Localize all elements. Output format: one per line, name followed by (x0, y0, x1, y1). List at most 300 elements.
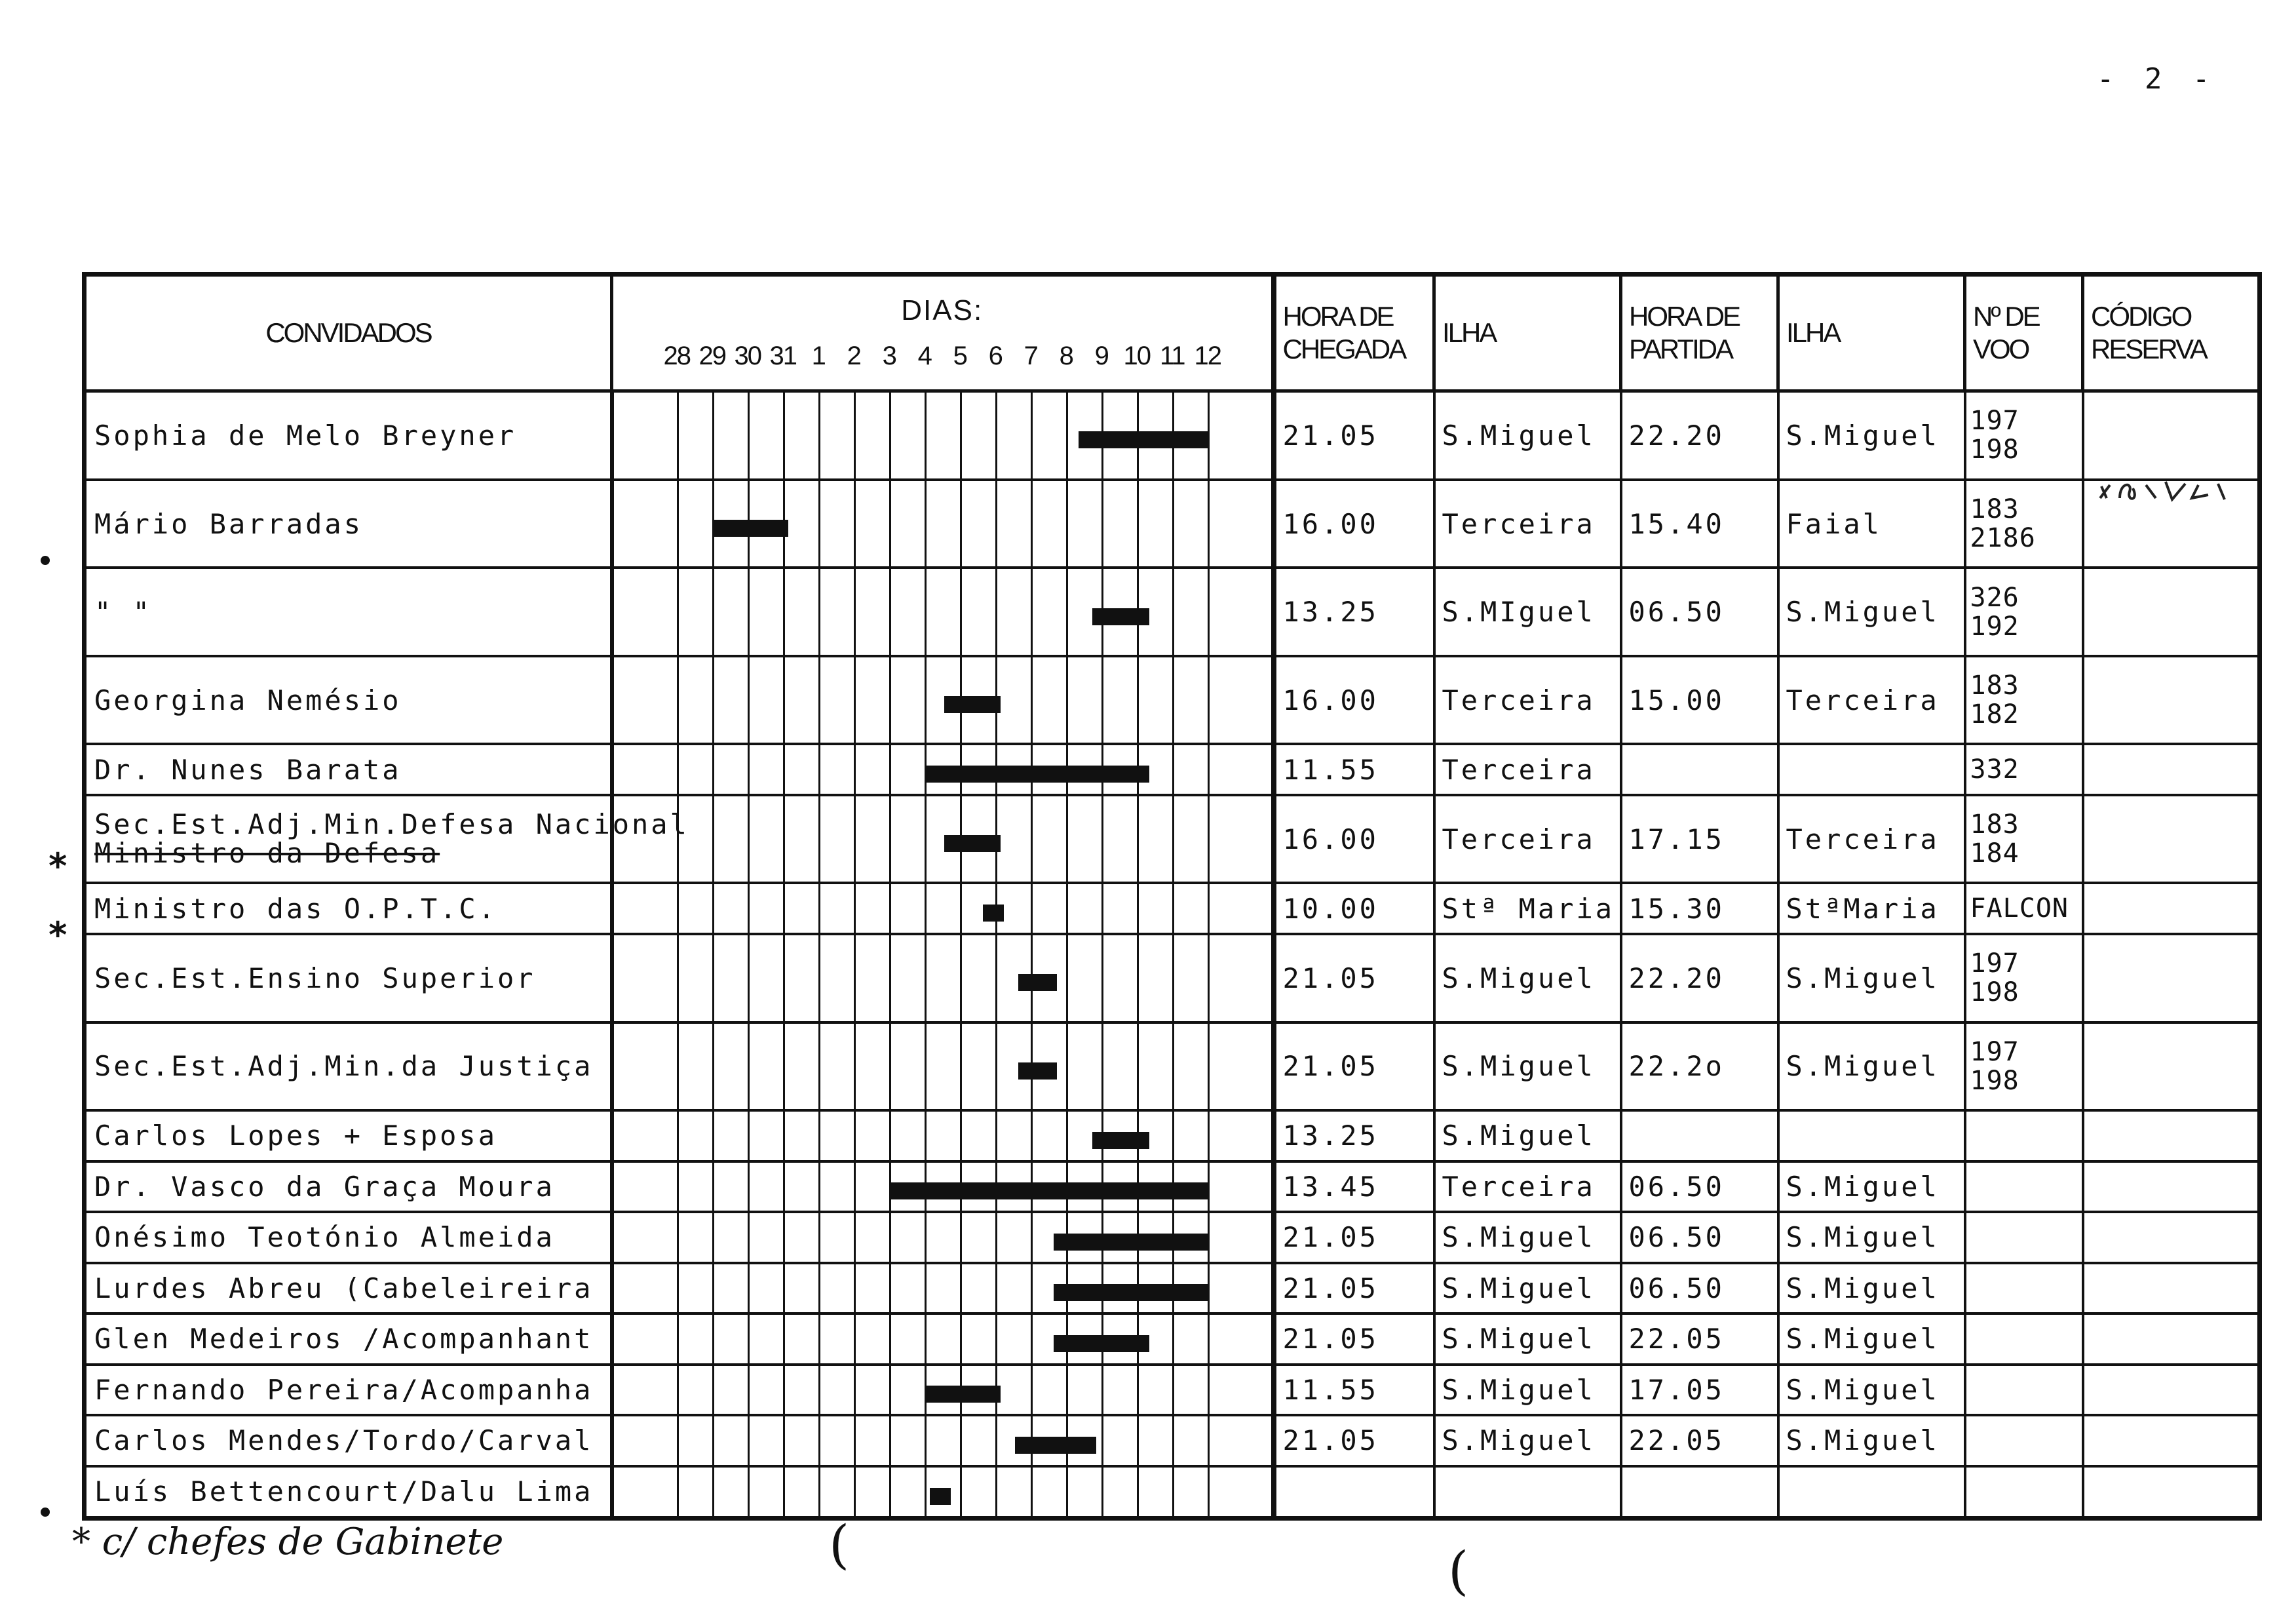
arrival-island: S.Miguel (1434, 1212, 1621, 1263)
col-header-days (612, 275, 1274, 391)
day-gridline (750, 1213, 785, 1262)
day-gridline (997, 1213, 1033, 1262)
day-gridline (1174, 1416, 1210, 1465)
departure-island: S.Miguel (1778, 1313, 1965, 1365)
day-gridline (891, 657, 927, 743)
day-gridline (785, 1163, 820, 1211)
day-gridline (891, 1112, 927, 1160)
day-gridline (714, 745, 750, 794)
flight-number: 183 (1970, 494, 2019, 525)
day-gridline (856, 393, 891, 478)
day-gridline (820, 481, 856, 567)
arrival-time (1274, 1466, 1434, 1519)
departure-time (1621, 1110, 1778, 1161)
day-gridline (1103, 481, 1139, 567)
guest-name-cell (85, 391, 612, 480)
arrival-time: 16.00 (1274, 795, 1434, 884)
stay-bar (944, 696, 1001, 713)
days-grid-cell (612, 744, 1274, 795)
day-gridline (1033, 1366, 1068, 1414)
stay-bar (1018, 1062, 1057, 1080)
day-gridline (927, 935, 962, 1021)
day-gridline (891, 569, 927, 655)
day-gridline (1139, 1416, 1174, 1465)
day-gridline (1174, 745, 1210, 794)
day-gridline (750, 1163, 785, 1211)
flight-number-cell (1965, 568, 2083, 656)
flight-number: 332 (1970, 754, 2019, 785)
day-gridline (1174, 481, 1210, 567)
day-gridline (643, 1264, 679, 1313)
departure-time (1621, 744, 1778, 795)
guest-name: Sec.Est.Adj.Min.Defesa Nacional (94, 808, 689, 841)
arrival-time: 13.25 (1274, 1110, 1434, 1161)
day-gridline (1139, 657, 1174, 743)
day-gridline (679, 1416, 714, 1465)
arrival-time: 21.05 (1274, 391, 1434, 480)
day-gridline (891, 481, 927, 567)
day-gridline (856, 796, 891, 882)
flight-number: 2186 (1970, 523, 2036, 554)
col-header-flight-no (1965, 275, 2083, 391)
booking-code (2083, 568, 2260, 656)
day-gridline (785, 796, 820, 882)
days-grid-cell (612, 1110, 1274, 1161)
day-gridline (1139, 935, 1174, 1021)
arrival-island: S.Miguel (1434, 934, 1621, 1022)
day-gridline (820, 935, 856, 1021)
booking-code (2083, 795, 2260, 884)
day-label: 5 (953, 341, 966, 370)
day-gridline (750, 1315, 785, 1363)
day-gridline (1174, 569, 1210, 655)
day-gridline (962, 1416, 997, 1465)
day-gridline (962, 935, 997, 1021)
day-gridline (997, 1315, 1033, 1363)
departure-time: 06.50 (1621, 1263, 1778, 1314)
day-gridline (891, 1213, 927, 1262)
day-gridline (679, 884, 714, 933)
day-gridline (962, 1264, 997, 1313)
col-header-island-arrival: ILHA (1434, 275, 1621, 391)
flight-number: 197 (1970, 406, 2019, 437)
stay-bar (927, 766, 1149, 783)
day-gridline (679, 569, 714, 655)
guest-name-cell (85, 1161, 612, 1213)
arrival-time: 13.25 (1274, 568, 1434, 656)
day-label: 6 (988, 341, 1002, 370)
booking-code (2083, 883, 2260, 934)
days-grid-cell (612, 1022, 1274, 1111)
table-row (85, 1161, 2260, 1213)
day-gridline (891, 935, 927, 1021)
day-gridline (643, 884, 679, 933)
flight-no-line-1: Nº DE (1973, 301, 2039, 332)
arrival-island: S.Miguel (1434, 1365, 1621, 1416)
day-gridline (927, 1112, 962, 1160)
col-header-arrival-time (1274, 275, 1434, 391)
day-gridline (820, 569, 856, 655)
booking-code-line-1: CÓDIGO (2091, 301, 2191, 332)
guest-name: Luís Bettencourt/Dalu Lima (94, 1475, 594, 1508)
day-gridline (679, 935, 714, 1021)
guest-name: Georgina Nemésio (94, 684, 402, 716)
departure-time-line-2: PARTIDA (1629, 334, 1732, 364)
days-grid-cell (612, 656, 1274, 745)
arrival-time: 11.55 (1274, 744, 1434, 795)
day-label: 10 (1123, 341, 1150, 370)
day-gridline (643, 1468, 679, 1516)
day-gridline (785, 1416, 820, 1465)
day-label: 31 (769, 341, 796, 370)
day-gridline (856, 745, 891, 794)
stay-bar (1092, 608, 1149, 625)
day-gridline (643, 481, 679, 567)
day-gridline (750, 884, 785, 933)
day-gridline (785, 481, 820, 567)
day-gridline (1174, 935, 1210, 1021)
day-gridline (785, 657, 820, 743)
day-gridline (820, 657, 856, 743)
day-gridline (820, 796, 856, 882)
day-gridline (750, 1264, 785, 1313)
day-label: 4 (917, 341, 931, 370)
days-grid-cell (612, 934, 1274, 1022)
guest-name-cell (85, 744, 612, 795)
asterisk-mark: * (47, 914, 69, 956)
day-gridline (997, 1366, 1033, 1414)
booking-code (2083, 1365, 2260, 1416)
day-gridline (927, 1213, 962, 1262)
col-header-departure-time (1621, 275, 1778, 391)
guest-name: Sec.Est.Adj.Min.da Justiça (94, 1050, 594, 1083)
flight-number-cell (1965, 1466, 2083, 1519)
arrival-time: 21.05 (1274, 1415, 1434, 1466)
day-gridline (679, 1366, 714, 1414)
stay-bar (714, 520, 788, 537)
day-gridline (891, 1416, 927, 1465)
day-label: 29 (698, 341, 725, 370)
day-gridline (750, 657, 785, 743)
days-grid-cell (612, 1466, 1274, 1519)
departure-island: Terceira (1778, 795, 1965, 884)
departure-time: 22.20 (1621, 391, 1778, 480)
arrival-time: 13.45 (1274, 1161, 1434, 1213)
day-gridline (1033, 393, 1068, 478)
guest-name-cell (85, 480, 612, 568)
day-gridline (1103, 657, 1139, 743)
day-gridline (856, 1024, 891, 1110)
arrival-time: 21.05 (1274, 934, 1434, 1022)
day-gridline (643, 1213, 679, 1262)
day-gridline (714, 657, 750, 743)
stay-bar (1018, 974, 1057, 991)
departure-island: Faial (1778, 480, 1965, 568)
day-gridline (714, 935, 750, 1021)
departure-time: 22.20 (1621, 934, 1778, 1022)
day-gridline (927, 1416, 962, 1465)
arrival-island: S.Miguel (1434, 1415, 1621, 1466)
day-labels (613, 339, 1271, 372)
departure-time: 15.40 (1621, 480, 1778, 568)
day-gridline (856, 1264, 891, 1313)
guest-name-cell (85, 1365, 612, 1416)
table-row (85, 1313, 2260, 1365)
departure-island (1778, 744, 1965, 795)
day-gridline (997, 393, 1033, 478)
day-gridline (1068, 657, 1103, 743)
booking-code (2083, 1161, 2260, 1213)
flight-number-cell (1965, 1212, 2083, 1263)
day-gridline (1068, 481, 1103, 567)
arrival-island: S.MIguel (1434, 568, 1621, 656)
day-label: 12 (1194, 341, 1221, 370)
day-gridline (785, 1366, 820, 1414)
day-gridline (927, 569, 962, 655)
departure-island: S.Miguel (1778, 391, 1965, 480)
booking-code (2083, 1022, 2260, 1111)
table-row (85, 1110, 2260, 1161)
guest-name-cell (85, 1313, 612, 1365)
day-gridline (643, 657, 679, 743)
day-gridline (1174, 796, 1210, 882)
flight-number: 182 (1970, 699, 2019, 730)
flight-number: 183 (1970, 809, 2019, 840)
flight-number: 197 (1970, 948, 2019, 979)
guest-name: Lurdes Abreu (Cabeleireira (94, 1272, 594, 1304)
day-gridline (679, 393, 714, 478)
day-gridline (750, 569, 785, 655)
day-gridline (1068, 1024, 1103, 1110)
table-row (85, 795, 2260, 884)
day-gridline (714, 1112, 750, 1160)
guest-schedule-table (82, 272, 2257, 1521)
departure-time: 06.50 (1621, 568, 1778, 656)
arrival-island: S.Miguel (1434, 1110, 1621, 1161)
table-row (85, 1212, 2260, 1263)
day-gridline (1139, 884, 1174, 933)
day-gridline (785, 935, 820, 1021)
arrival-island (1434, 1466, 1621, 1519)
departure-time: 17.05 (1621, 1365, 1778, 1416)
day-gridline (714, 569, 750, 655)
flight-number-cell (1965, 1110, 2083, 1161)
stay-bar (983, 905, 1004, 922)
days-grid-cell (612, 1313, 1274, 1365)
day-gridline (856, 1416, 891, 1465)
day-gridline (856, 569, 891, 655)
day-gridline (679, 1024, 714, 1110)
table-row (85, 934, 2260, 1022)
arrival-time: 16.00 (1274, 656, 1434, 745)
day-gridline (1174, 1112, 1210, 1160)
day-gridline (643, 1024, 679, 1110)
day-gridline (962, 1315, 997, 1363)
departure-island: S.Miguel (1778, 1161, 1965, 1213)
days-grid-cell (612, 391, 1274, 480)
day-gridline (997, 796, 1033, 882)
arrival-island: S.Miguel (1434, 1313, 1621, 1365)
day-gridline (962, 569, 997, 655)
table-row (85, 568, 2260, 656)
table-row (85, 1263, 2260, 1314)
guest-name-cell (85, 656, 612, 745)
day-gridline (679, 657, 714, 743)
day-gridline (785, 1024, 820, 1110)
arrival-time: 21.05 (1274, 1263, 1434, 1314)
day-gridline (785, 569, 820, 655)
arrival-island: Terceira (1434, 744, 1621, 795)
day-gridline (856, 657, 891, 743)
days-grid-cell (612, 568, 1274, 656)
day-gridline (1103, 884, 1139, 933)
day-gridline (820, 1366, 856, 1414)
departure-time-line-1: HORA DE (1629, 301, 1740, 332)
day-gridline (679, 745, 714, 794)
departure-time: 22.2o (1621, 1022, 1778, 1111)
day-gridline (1174, 1468, 1210, 1516)
departure-time (1621, 1466, 1778, 1519)
day-gridline (1068, 1366, 1103, 1414)
day-label: 1 (811, 341, 825, 370)
day-gridline (1139, 1468, 1174, 1516)
day-gridline (891, 1366, 927, 1414)
day-gridline (891, 1024, 927, 1110)
guest-name-cell (85, 795, 689, 884)
day-gridline (1068, 796, 1103, 882)
guest-name-cell (85, 1415, 612, 1466)
days-grid-cell (612, 1415, 1274, 1466)
arrival-time: 21.05 (1274, 1022, 1434, 1111)
day-gridline (679, 1213, 714, 1262)
flight-number-cell (1965, 480, 2083, 568)
days-grid-cell (612, 1365, 1274, 1416)
day-gridline (891, 1468, 927, 1516)
booking-code (2083, 656, 2260, 745)
departure-time: 22.05 (1621, 1415, 1778, 1466)
booking-code (2083, 1110, 2260, 1161)
col-header-guests: CONVIDADOS (85, 275, 612, 391)
booking-code (2083, 1466, 2260, 1519)
day-gridline (820, 393, 856, 478)
day-gridline (820, 1024, 856, 1110)
day-label: 2 (847, 341, 860, 370)
flight-number-cell (1965, 391, 2083, 480)
day-gridline (750, 1468, 785, 1516)
guest-name: Ministro das O.P.T.C. (94, 892, 498, 925)
stay-bar (944, 835, 1001, 852)
day-gridline (785, 393, 820, 478)
table-row (85, 883, 2260, 934)
arrival-island: S.Miguel (1434, 391, 1621, 480)
guest-name: Fernando Pereira/Acompanha (94, 1373, 594, 1406)
day-gridline (1103, 796, 1139, 882)
guest-name: Onésimo Teotónio Almeida (94, 1221, 555, 1254)
day-gridline (927, 481, 962, 567)
ink-dot (41, 556, 50, 565)
day-gridline (1103, 1024, 1139, 1110)
day-gridline (962, 1468, 997, 1516)
day-gridline (750, 1112, 785, 1160)
day-gridline (962, 1112, 997, 1160)
arrival-island: Terceira (1434, 480, 1621, 568)
day-gridline (1174, 657, 1210, 743)
day-gridline (1068, 884, 1103, 933)
day-gridline (785, 745, 820, 794)
day-gridline (714, 884, 750, 933)
flight-number: 192 (1970, 611, 2019, 642)
day-gridline (891, 745, 927, 794)
day-gridline (1174, 884, 1210, 933)
guest-name-cell (85, 1263, 612, 1314)
days-title: DIAS: (901, 294, 984, 326)
days-grid-cell (612, 883, 1274, 934)
day-label: 28 (663, 341, 690, 370)
guest-name-cell (85, 1110, 612, 1161)
stay-bar (1054, 1335, 1149, 1352)
flight-number-cell (1965, 883, 2083, 934)
flight-number: 197 (1970, 1036, 2019, 1067)
flight-number-cell (1965, 1022, 2083, 1111)
arrival-time: 16.00 (1274, 480, 1434, 568)
day-gridline (856, 1163, 891, 1211)
day-gridline (1139, 481, 1174, 567)
arrival-time-line-2: CHEGADA (1282, 334, 1406, 364)
booking-code (2083, 1313, 2260, 1365)
departure-island: S.Miguel (1778, 934, 1965, 1022)
departure-island: StªMaria (1778, 883, 1965, 934)
table-row (85, 744, 2260, 795)
departure-time: 15.00 (1621, 656, 1778, 745)
day-gridline (997, 1468, 1033, 1516)
guest-name: " " (94, 596, 152, 629)
arrival-island: S.Miguel (1434, 1263, 1621, 1314)
day-gridline (820, 745, 856, 794)
arrival-island: S.Miguel (1434, 1022, 1621, 1111)
day-gridline (643, 393, 679, 478)
day-gridline (1174, 1315, 1210, 1363)
stay-bar (1079, 431, 1210, 448)
day-gridline (643, 1163, 679, 1211)
day-gridline (856, 1112, 891, 1160)
day-gridline (679, 1264, 714, 1313)
day-gridline (750, 1366, 785, 1414)
departure-time: 06.50 (1621, 1212, 1778, 1263)
day-gridline (643, 569, 679, 655)
booking-code (2083, 1212, 2260, 1263)
day-label: 11 (1159, 341, 1185, 370)
day-gridline (927, 1264, 962, 1313)
flight-number: FALCON (1970, 893, 2069, 924)
guest-name: Dr. Vasco da Graça Moura (94, 1170, 555, 1203)
day-gridline (750, 745, 785, 794)
day-gridline (997, 1112, 1033, 1160)
guest-name-cell (85, 883, 612, 934)
days-grid-cell (612, 1212, 1274, 1263)
departure-time: 17.15 (1621, 795, 1778, 884)
day-gridline (714, 1315, 750, 1363)
departure-island: Terceira (1778, 656, 1965, 745)
day-gridline (820, 1315, 856, 1363)
departure-island (1778, 1110, 1965, 1161)
day-gridline (820, 884, 856, 933)
flight-number: 184 (1970, 838, 2019, 869)
day-gridline (643, 796, 679, 882)
table-row (85, 1415, 2260, 1466)
day-gridline (962, 393, 997, 478)
day-gridline (1033, 796, 1068, 882)
day-gridline (1103, 1416, 1139, 1465)
